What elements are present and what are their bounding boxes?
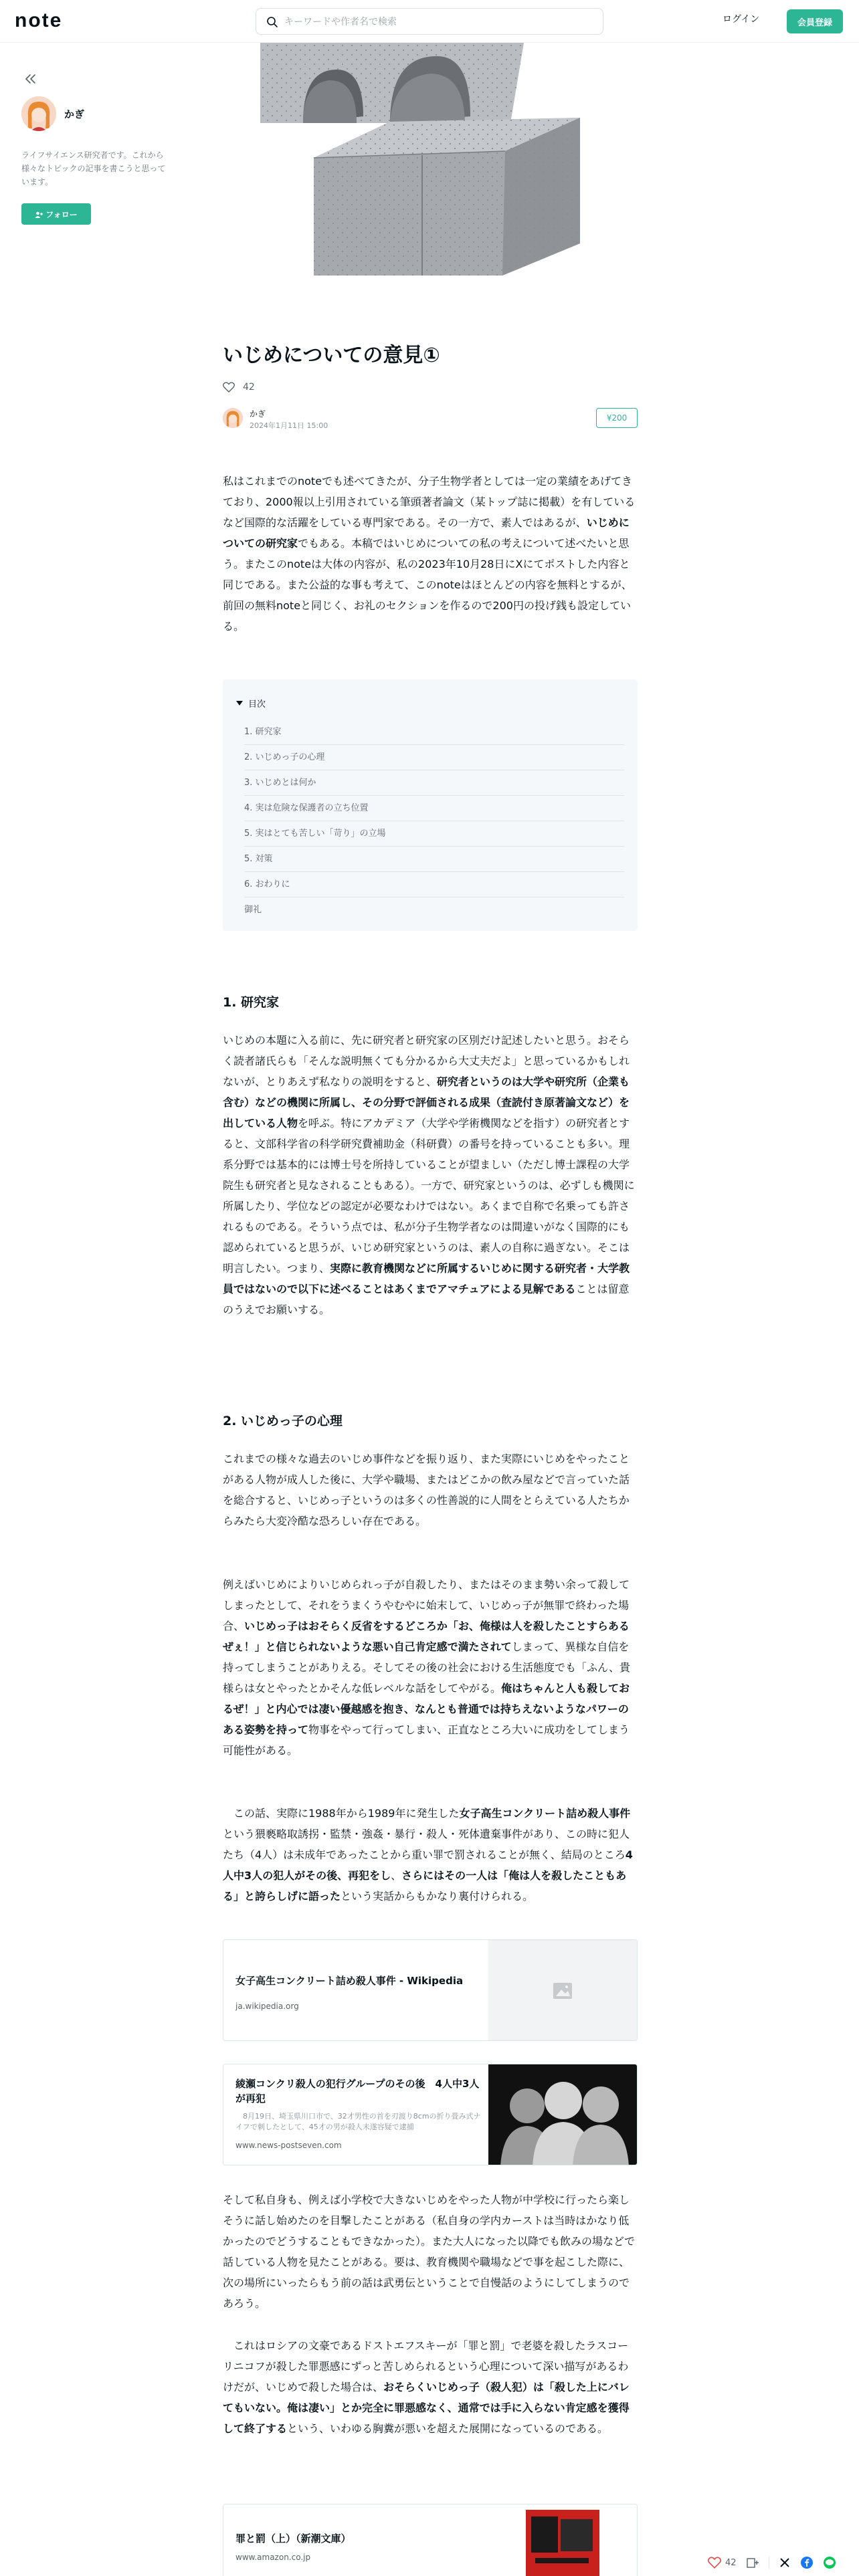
card-thumbnail: [488, 2064, 637, 2165]
toc-item[interactable]: 6. おわりに: [244, 872, 624, 897]
x-share-icon[interactable]: [779, 2557, 791, 2569]
floating-like-count: 42: [725, 2557, 737, 2568]
section-heading-2: 2. いじめっ子の心理: [223, 1414, 343, 1428]
card-thumbnail: [488, 2504, 637, 2576]
follow-label: フォロー: [45, 209, 78, 219]
toc-item[interactable]: 3. いじめとは何か: [244, 770, 624, 796]
line-share-icon[interactable]: [823, 2556, 836, 2569]
link-card-wikipedia[interactable]: [223, 1939, 638, 2041]
card-title: 女子高生コンクリート詰め殺人事件 - Wikipedia: [235, 1975, 464, 1987]
toc-heading: 目次: [248, 699, 266, 710]
follow-button[interactable]: [21, 203, 91, 225]
author-bio: ライフサイエンス研究者です。これから様々なトピックの記事を書こうと思っています。: [21, 150, 166, 187]
add-user-icon: [35, 211, 43, 218]
byline-author[interactable]: かぎ: [250, 409, 266, 419]
toc-item[interactable]: 5. 実はとても苦しい「苛り」の立場: [244, 821, 624, 847]
section-2-paragraph-3: この話、実際に1988年から1989年に発生した女子高生コンクリート詰め殺人事件という猥褻略取誘拐・監禁・強姦・暴行・殺人・死体遺棄事件があり、この時に犯人たち（4人）は未成年であったことから重い罪で罰されることが無く、結局のところ4人中3人の犯人がその後、再犯をし、さらにはその一人は「俺は人を殺したこともある」と誇らしげに語ったという実話からもかなり裏付けられる。: [223, 1807, 633, 1903]
byline-avatar[interactable]: [223, 408, 243, 428]
toc-item[interactable]: 御礼: [244, 905, 262, 915]
link-card-news-postseven[interactable]: [223, 2064, 638, 2165]
author-name[interactable]: かぎ: [64, 108, 85, 120]
heart-icon[interactable]: [708, 2557, 721, 2569]
section-2-paragraph-4: そして私自身も、例えば小学校で大きないじめをやった人物が中学校に行ったら楽しそうに話し始めたのを目撃したことがある（私自身の学内カーストは当時はかなり低かったのでどうすることもできなかった）。また大人になった以降でも飲みの場などで話している人物を見たことがある。要は、教育機関や職場などで事を起こした際に、次の場所にいったらもう前の話は武勇伝ということで自慢話のようにしてしまうのであろう。: [223, 2193, 636, 2310]
intro-paragraph: 私はこれまでのnoteでも述べてきたが、分子生物学者としては一定の業績をあげてきており、2000報以上引用されている筆頭著者論文（某トップ誌に掲載）を有しているなど国際的な活躍をしている専門家である。その一方で、素人ではあるが、いじめについての研究家でもある。本稿ではいじめについての私の考えについて述べたいと思う。またこのnoteは大体の内容が、私の2023年10月28日にXにてポストした内容と同じである。また公益的な事も考えて、このnoteはほとんどの内容を無料とするが、前回の無料noteと同じく、お礼のセクションを作るので200円の投げ銭も設定している。: [223, 475, 636, 633]
byline: [223, 405, 638, 435]
price-button[interactable]: ¥200: [596, 408, 638, 428]
toc-item[interactable]: 1. 研究家: [244, 720, 624, 745]
search-box[interactable]: [256, 8, 603, 35]
author-avatar[interactable]: [21, 96, 56, 131]
note-logo[interactable]: note: [15, 9, 63, 31]
card-domain: www.news-postseven.com: [235, 2141, 342, 2150]
section-2-paragraph-1: これまでの様々な過去のいじめ事件などを振り返り、また実際にいじめをやったことがある人物が成人した後に、大学や職場、またはどこかの飲み屋などで言っていた話を総合すると、いじめっ子というのは多くの性善説的に人間をとらえている人たちからみたら大変冷酷な恐ろしい存在である。: [223, 1453, 630, 1527]
magazine-add-icon[interactable]: [746, 2557, 759, 2569]
floating-action-bar: [704, 2549, 859, 2576]
silhouettes-image: [488, 2064, 637, 2165]
card-thumbnail: [488, 1940, 637, 2041]
search-icon: [266, 15, 279, 29]
toc-toggle[interactable]: [236, 694, 624, 712]
link-card-amazon[interactable]: [223, 2504, 638, 2576]
signup-button[interactable]: 会員登録: [787, 9, 843, 33]
login-button[interactable]: ログイン: [723, 12, 759, 25]
facebook-share-icon[interactable]: [800, 2556, 814, 2569]
section-2-paragraph-5: これはロシアの文豪であるドストエフスキーが「罪と罰」で老婆を殺したラスコーリニコフが殺した罪悪感にずっと苦しめられるという心理について深い描写があるわけだが、いじめで殺した場合は、おそらくいじめっ子（殺人犯）は「殺した上にバレてもいない。俺は凄い」とか完全に罪悪感なく、通常では手に入らない肯定感を獲得して終了するという、いわゆる胸糞が悪いを超えた展開になっているのである。: [223, 2339, 630, 2435]
image-placeholder-icon: [488, 1940, 637, 2041]
like-row: [223, 380, 255, 395]
caret-down-icon: [236, 701, 243, 706]
toc-item[interactable]: 4. 実は危険な保護者の立ち位置: [244, 796, 624, 821]
section-1-paragraph: いじめの本題に入る前に、先に研究者と研究家の区別だけ記述したいと思う。おそらく読者諸氏らも「そんな説明無くても分かるから大丈夫だよ」と思っているかもしれないが、とりあえず私なりの説明をすると、研究者というのは大学や研究所（企業も含む）などの機関に所属し、その分野で評価される成果（査読付き原著論文など）を出している人物を呼ぶ。特にアカデミア（大学や学術機関などを指す）の研究者とすると、文部科学省の科学研究費補助金（科研費）の番号を持っていることも多い。理系分野では基本的には博士号を所持していることが望ましい（ただし博士課程の大学院生も研究者と見なされることもある）。一方で、研究家というのは、必ずしも機関に所属したり、学位などの認定が必要なわけではない。あくまで自称で名乗っても許されるものである。そういう点では、私が分子生物学者なのは間違いがなく国際的にも認められていると思うが、いじめ研究家というのは、素人の自称に過ぎない。そこは明言したい。つまり、実際に教育機関などに所属するいじめに関する研究者・大学教員ではないので以下に述べることはあくまでアマチュアによる見解であることは留意のうえでお願いする。: [223, 1034, 635, 1316]
publish-date: 2024年1月11日 15:00: [250, 421, 328, 430]
toc-item[interactable]: 5. 対策: [244, 847, 624, 872]
top-nav-bar: [0, 0, 859, 43]
card-domain: ja.wikipedia.org: [235, 2002, 299, 2011]
article-title: いじめについての意見①: [223, 344, 440, 367]
toc-item[interactable]: 2. いじめっ子の心理: [244, 745, 624, 770]
book-cover-image: [488, 2504, 637, 2576]
card-description: 8月19日、埼玉県川口市で、32才男性の首を刃渡り8cmの折り畳み式ナイフで刺したとして、45才の男が殺人未遂容疑で逮捕: [235, 2112, 481, 2131]
card-title: 綾瀬コンクリ殺人の犯行グループのその後 4人中3人が再犯: [235, 2078, 480, 2105]
table-of-contents: [223, 679, 638, 931]
collapse-sidebar-icon[interactable]: [23, 71, 39, 87]
hero-image: [256, 43, 604, 292]
section-2-paragraph-2: 例えばいじめによりいじめられっ子が自殺したり、またはそのまま勢い余って殺してしまったとして、それをうまくうやむやに始末して、いじめっ子が無罪で終わった場合、いじめっ子はおそらく反省をするどころか「お、俺様は人を殺したことすらあるぜぇ！」と信じられないような悪い自己肯定感で満たされてしまって、異様な自信を持ってしまうことがありえる。そしてその後の社会における生活態度でも「ふん、貴様らは女とやったとかそんな低レベルな話をしてやがる。俺はちゃんと人も殺しておるぜ！」と内心では凄い優越感を抱き、なんとも普通では持ちえないようなパワーのある姿勢を持って物事をやって行ってしまい、正直なところ大いに成功をしてしまう可能性がある。: [223, 1578, 630, 1757]
card-title: 罪と罰（上）（新潮文庫）: [235, 2533, 351, 2545]
heart-icon[interactable]: [223, 382, 235, 393]
section-heading-1: 1. 研究家: [223, 995, 280, 1010]
like-count: 42: [243, 382, 255, 393]
search-input[interactable]: [284, 14, 592, 30]
card-domain: www.amazon.co.jp: [235, 2553, 311, 2562]
